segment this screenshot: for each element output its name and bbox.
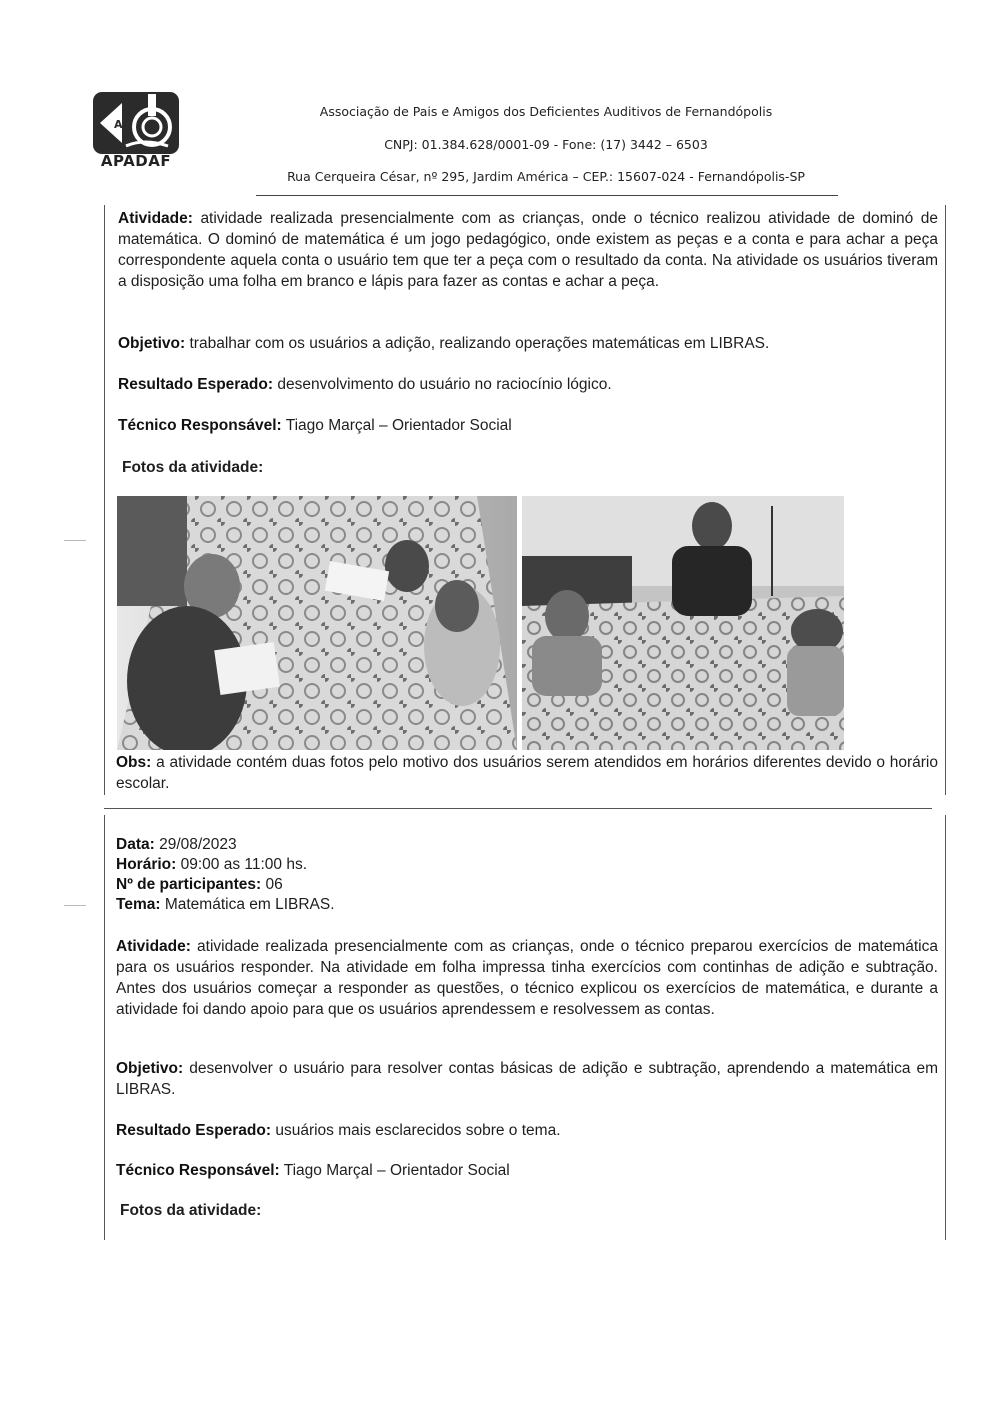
objetivo-label: Objetivo: [116,1060,184,1077]
activity2-horario [116,854,307,875]
box1-left-border [104,205,105,795]
org-contact: CNPJ: 01.384.628/0001-09 - Fone: (17) 3442 – 6503 [384,137,708,152]
logo-text: APADAF [100,152,172,170]
obs-label: Obs: [116,754,152,771]
activity2-fotos-label: Fotos da atividade: [120,1202,262,1219]
activity2-atividade [116,936,938,1020]
apadaf-logo [90,90,182,174]
org-name: Associação de Pais e Amigos dos Deficientes Auditivos de Fernandópolis [319,104,773,119]
horario-value: 09:00 as 11:00 hs. [180,856,308,873]
scan-mark [64,540,86,541]
activity1-objetivo [118,333,769,354]
photo-2-image [522,496,844,750]
box2-right-border [945,815,946,1240]
activity1-atividade [118,208,938,292]
objetivo-label: Objetivo: [118,335,186,352]
org-address: Rua Cerqueira César, nº 295, Jardim América – CEP.: 15607-024 - Fernandópolis-SP [287,169,805,184]
objetivo-text: desenvolver o usuário para resolver contas básicas de adição e subtração, aprendendo a matemática em LIBRAS. [116,1060,939,1098]
resultado-text: desenvolvimento do usuário no raciocínio lógico. [277,376,612,393]
activity2-tecnico [116,1160,510,1181]
activity1-fotos-label: Fotos da atividade: [122,459,264,476]
scan-mark [64,905,86,906]
box2-left-border [104,815,105,1240]
activity2-resultado [116,1120,561,1141]
header-rule [256,195,838,196]
activity-photo-1 [117,496,517,750]
tema-label: Tema: [116,896,161,913]
tecnico-text: Tiago Marçal – Orientador Social [283,1162,510,1179]
section-divider [104,808,932,809]
objetivo-text: trabalhar com os usuários a adição, realizando operações matemáticas em LIBRAS. [189,335,770,352]
horario-label: Horário: [116,856,177,873]
atividade-label: Atividade: [118,210,193,227]
activity1-resultado [118,374,612,395]
svg-text:A: A [114,118,123,131]
activity2-participantes [116,874,283,895]
activity2-data [116,834,237,855]
obs-text: a atividade contém duas fotos pelo motivo dos usuários serem atendidos em horários diferentes devido o horário escolar. [116,754,938,792]
tecnico-label: Técnico Responsável: [116,1162,280,1179]
atividade-label: Atividade: [116,938,191,955]
box1-right-border [945,205,946,795]
activity2-objetivo [116,1058,938,1100]
resultado-label: Resultado Esperado: [116,1122,272,1139]
resultado-text: usuários mais esclarecidos sobre o tema. [275,1122,561,1139]
photo-1-image [117,496,517,750]
activity2-tema [116,894,335,915]
activity1-obs [116,752,938,794]
tecnico-label: Técnico Responsável: [118,417,282,434]
atividade-text: atividade realizada presencialmente com as crianças, onde o técnico realizou atividade de dominó de matemática. O dominó de matemática é um jogo pedagógico, onde existem as peças e a conta e para achar a peça correspondente aquela conta o usuário tem que ter a peça com o resultado da conta. Na atividade os usuários tiveram a disposição uma folha em branco e lápis para fazer as contas e achar a peça. [118,210,938,290]
tema-value: Matemática em LIBRAS. [164,896,335,913]
data-label: Data: [116,836,155,853]
atividade-text: atividade realizada presencialmente com as crianças, onde o técnico preparou exercícios de matemática para os usuários responder. Na atividade em folha impressa tinha exercícios com continhas de adição e subtração. Antes dos usuários começar a responder as questões, o técnico explicou os exercícios de matemática, e durante a atividade foi dando apoio para que os usuários aprendessem e resolvessem as contas. [116,938,938,1018]
data-value: 29/08/2023 [159,836,237,853]
participantes-value: 06 [265,876,283,893]
participantes-label: Nº de participantes: [116,876,262,893]
activity-photo-2 [522,496,844,750]
tecnico-text: Tiago Marçal – Orientador Social [285,417,512,434]
resultado-label: Resultado Esperado: [118,376,274,393]
activity1-tecnico [118,415,512,436]
